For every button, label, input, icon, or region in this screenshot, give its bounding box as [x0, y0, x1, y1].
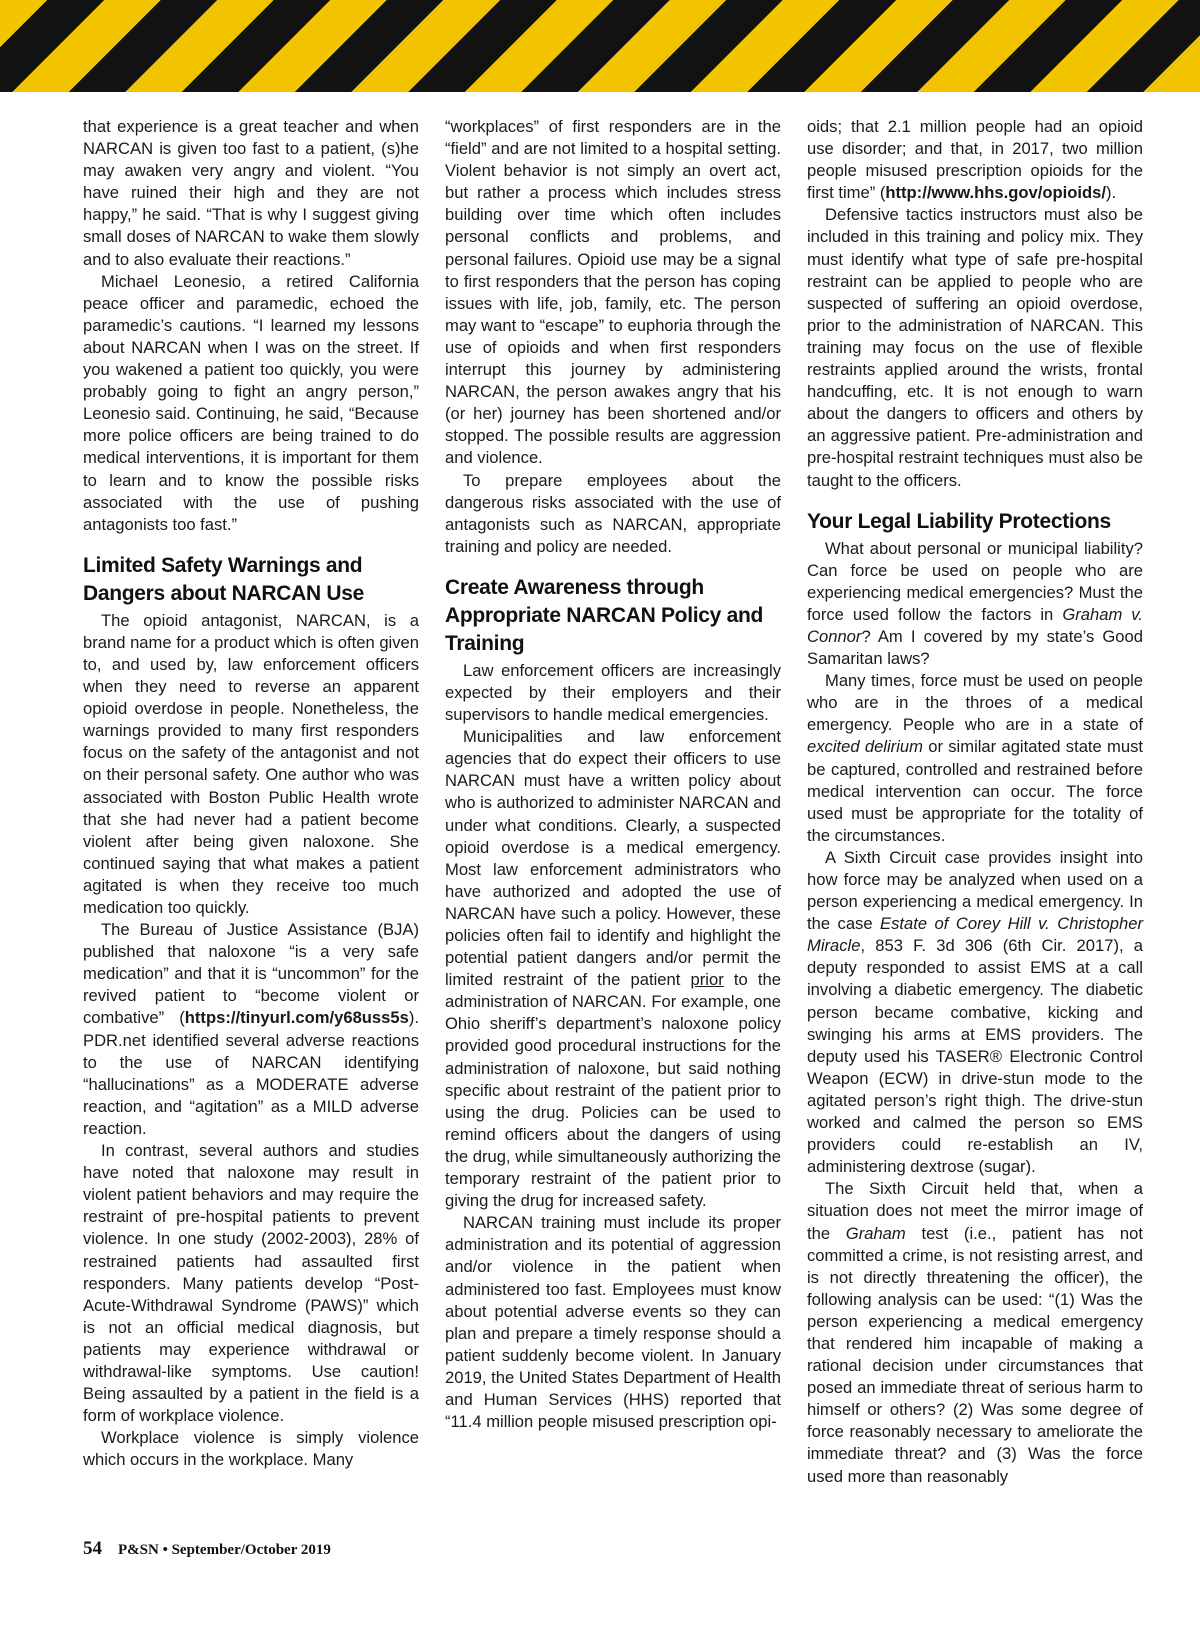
paragraph: Defensive tactics instructors must also be included in this training and policy mix. They must identify what type of safe pre-hospital restraint can be applied to people who are suspected of suffering an opioid overdose, prior to the administration of NARCAN. This training may focus on the use of flexible restraints applied around the wrists, frontal handcuffing, etc. It is not enough to warn about the dangers to officers and others by an aggressive patient. Pre-administration and pre-hospital restraint techniques must also be taught to the officers. — [807, 205, 1143, 490]
column-1 — [83, 116, 419, 1471]
paragraph: A Sixth Circuit case provides insight into how force may be analyzed when used on a person experiencing a medical emergency. In the case Estate of Corey Hill v. Christopher Miracle, 853 F. 3d 306 (6th Cir. 2017), a deputy responded to assist EMS at a call involving a diabetic emergency. The diabetic person became combative, kicking and swinging his arms at EMS providers. The deputy used his TASER® Electronic Control Weapon (ECW) in drive-stun mode to the agitated person’s right thigh. The drive-stun worked and calmed the person so EMS providers could re-establish an IV, administering dextrose (sugar). — [807, 847, 1143, 1177]
term-excited-delirium: excited delirium — [807, 737, 923, 757]
hazard-stripe-banner — [0, 0, 1200, 92]
paragraph: Many times, force must be used on people who are in the throes of a medical emergency. People who are in a state of excited delirium or similar agitated state must be captured, controlled and restrained before medical intervention can occur. The force used must be appropriate for the totality of the circumstances. — [807, 671, 1143, 845]
paragraph: that experience is a great teacher and when NARCAN is given too fast to a patient, (s)he may awaken very angry and violent. “You have ruined their high and they are not happy,” he said. “That is why I suggest giving small doses of NARCAN to wake them slowly and to also evaluate their reactions.” — [83, 117, 419, 269]
section-heading-legal-liability: Your Legal Liability Protections — [807, 509, 1111, 533]
case-name: Graham — [845, 1223, 906, 1243]
page-footer — [83, 1538, 331, 1560]
paragraph: Law enforcement officers are increasingly expected by their employers and their supervisors to handle medical emergencies. — [445, 660, 781, 725]
hhs-link[interactable]: http://www.hhs.gov/opioids/ — [885, 183, 1106, 203]
paragraph: Michael Leonesio, a retired California peace officer and paramedic, echoed the paramedic’s cautions. “I learned my lessons about NARCAN when I was on the street. If you wakened a patient too quickly, you were probably going to fight an angry person,” Leonesio said. Continuing, he said, “Because more police officers are being trained to do medical interventions, it is important for them to learn and to know the possible risks associated with the use of pushing antagonists too fast.” — [83, 271, 419, 534]
bja-link[interactable]: https://tinyurl.com/y68uss5s — [184, 1008, 409, 1028]
column-3 — [807, 116, 1143, 1488]
paragraph: oids; that 2.1 million people had an opioid use disorder; and that, in 2017, two million people misused prescription opioids for the first time” (http://www.hhs.gov/opioids/). — [807, 117, 1143, 203]
publication-issue: P&SN • September/October 2019 — [118, 1542, 331, 1558]
emphasis-prior: prior — [690, 970, 724, 990]
paragraph: NARCAN training must include its proper administration and its potential of aggression and/or violence in the patient when administered too fast. Employees must know about potential adverse events so they can plan and prepare a timely response should a patient suddenly become violent. In January 2019, the United States Department of Health and Human Services (HHS) reported that “11.4 million people misused prescription opi- — [445, 1213, 781, 1432]
case-name: Estate of Corey Hill v. Christopher Miracle — [807, 914, 1143, 956]
section-heading-create-awareness: Create Awareness through Appropriate NARCAN Policy and Training — [445, 575, 764, 655]
page-number: 54 — [83, 1538, 102, 1559]
section-heading-safety-warnings: Limited Safety Warnings and Dangers about NARCAN Use — [83, 553, 365, 605]
paragraph: “workplaces” of first responders are in the “field” and are not limited to a hospital setting. Violent behavior is not simply an overt act, but rather a process which includes stress building over time which often includes personal conflicts and problems, and personal failures. Opioid use may be a signal to first responders that the person has coping issues with life, job, family, etc. The person may want to “escape” to euphoria through the use of opioids and when first responders interrupt this journey by administering NARCAN, the person awakes angry that his (or her) journey has been shortened and/or stopped. The possible results are aggression and violence. — [445, 117, 781, 468]
column-2 — [445, 116, 781, 1433]
paragraph: The Sixth Circuit held that, when a situation does not meet the mirror image of the Graham test (i.e., patient has not committed a crime, is not resisting arrest, and is not directly threatening the officer), the following analysis can be used: “(1) Was the person experiencing a medical emergency that rendered him incapable of making a rational decision under circumstances that posed an immediate threat of serious harm to himself or others? (2) Was some degree of force reasonably necessary to ameliorate the immediate threat? and (3) Was the force used more than reasonably — [807, 1179, 1143, 1486]
paragraph: Municipalities and law enforcement agencies that do expect their officers to use NARCAN must have a written policy about who is authorized to administer NARCAN and under what conditions. Clearly, a suspected opioid overdose is a medical emergency. Most law enforcement administrators who have authorized and adopted the use of NARCAN have such a policy. However, these policies often fail to identify and highlight the potential patient dangers and/or permit the limited restraint of the patient prior to the administration of NARCAN. For example, one Ohio sheriff’s department’s naloxone policy provided good procedural instructions for the administration of naloxone, but said nothing specific about restraint of the patient prior to using the drug. Policies can be used to remind officers about the dangers of using the drug, while simultaneously authorizing the temporary restraint of the patient prior to giving the drug for increased safety. — [445, 727, 781, 1211]
paragraph: The Bureau of Justice Assistance (BJA) published that naloxone “is a very safe medication” and that it is “uncommon” for the revived patient to “become violent or combative” (https://tinyurl.com/y68uss5s). PDR.net identified several adverse reactions to the use of NARCAN identifying “hallucinations” as a MODERATE adverse reaction, and “agitation” as a MILD adverse reaction. — [83, 920, 419, 1138]
paragraph: What about personal or municipal liability? Can force be used on people who are experiencing medical emergencies? Must the force used follow the factors in Graham v. Connor? Am I covered by my state’s Good Samaritan laws? — [807, 538, 1143, 669]
paragraph: In contrast, several authors and studies have noted that naloxone may result in violent patient behaviors and may require the restraint of pre-hospital patients to prevent violence. In one study (2002-2003), 28% of restrained patients had assaulted first responders. Many patients develop “Post-Acute-Withdrawal Syndrome (PAWS)” which is not an official medical diagnosis, but patients may experience withdrawal or withdrawal-like symptoms. Use caution! Being assaulted by a patient in the field is a form of workplace violence. — [83, 1141, 419, 1426]
paragraph: The opioid antagonist, NARCAN, is a brand name for a product which is often given to, and used by, law enforcement officers when they need to reverse an apparent opioid overdose in people. Nonetheless, the warnings provided to many first responders focus on the safety of the antagonist and not on their personal safety. One author who was associated with Boston Public Health wrote that she had never had a patient become violent after being given naloxone. She continued saying that what makes a patient agitated is when they receive too much medication too quickly. — [83, 610, 419, 917]
paragraph: Workplace violence is simply violence which occurs in the workplace. Many — [83, 1428, 419, 1470]
paragraph: To prepare employees about the dangerous risks associated with the use of antagonists such as NARCAN, appropriate training and policy are needed. — [445, 470, 781, 556]
case-name: Graham v. Connor — [807, 604, 1143, 646]
